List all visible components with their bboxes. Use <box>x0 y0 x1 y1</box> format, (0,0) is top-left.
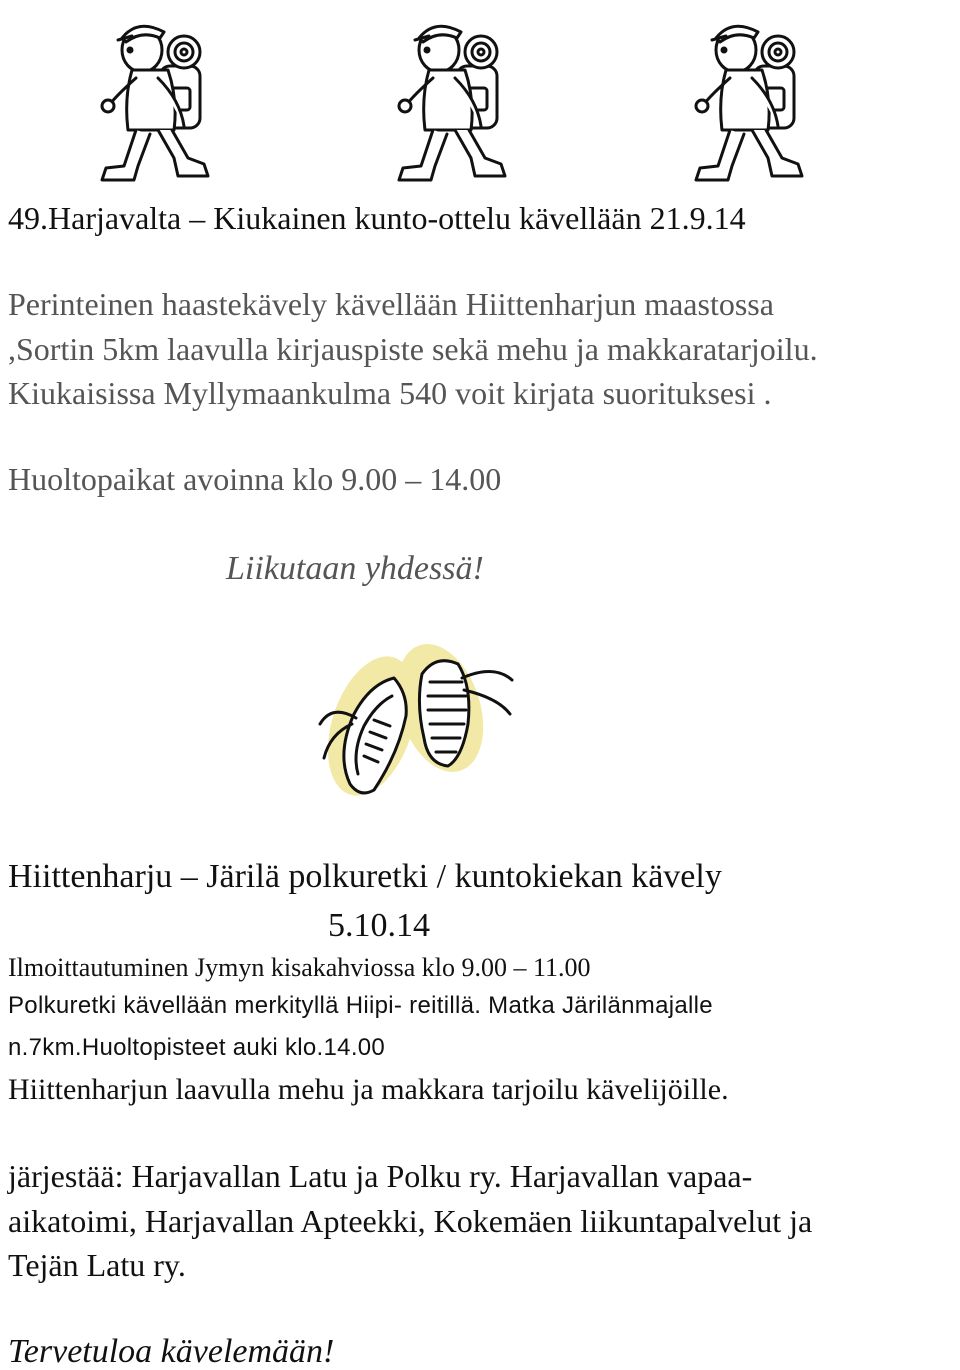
event2-title: Hiittenharju – Järilä polkuretki / kuntokiekan kävely <box>8 858 722 895</box>
route-info-line-2: n.7km.Huoltopisteet auki klo.14.00 <box>8 1034 386 1061</box>
route-info-line-1: Polkuretki kävellään merkityllä Hiipi- reitillä. Matka Järilänmajalle <box>8 992 713 1019</box>
slogan: Liikutaan yhdessä! <box>226 550 484 587</box>
event2-date: 5.10.14 <box>328 907 430 944</box>
organizers-line-1: järjestää: Harjavallan Latu ja Polku ry. Harjavallan vapaa- <box>8 1158 753 1194</box>
intro-line-3: Kiukaisissa Myllymaankulma 540 voit kirjata suorituksesi . <box>8 375 772 411</box>
welcome-text: Tervetuloa kävelemään! <box>8 1333 335 1370</box>
hiker-illustrations <box>0 8 960 193</box>
registration-info: Ilmoittautuminen Jymyn kisakahviossa klo 9.00 – 11.00 <box>8 953 591 982</box>
hiker-illustration-2 <box>385 8 515 193</box>
refreshments-info: Hiittenharjun laavulla mehu ja makkara tarjoilu kävelijöille. <box>8 1073 729 1106</box>
organizers-line-3: Tejän Latu ry. <box>8 1247 186 1283</box>
shoes-illustration <box>312 634 522 804</box>
document-title: 49.Harjavalta – Kiukainen kunto-ottelu kävellään 21.9.14 <box>8 200 746 236</box>
organizers-line-2: aikatoimi, Harjavallan Apteekki, Kokemäen liikuntapalvelut ja <box>8 1203 813 1239</box>
service-hours: Huoltopaikat avoinna klo 9.00 – 14.00 <box>8 461 502 497</box>
hiker-illustration-1 <box>88 8 218 193</box>
intro-line-1: Perinteinen haastekävely kävellään Hiittenharjun maastossa <box>8 286 774 322</box>
intro-line-2: ,Sortin 5km laavulla kirjauspiste sekä mehu ja makkaratarjoilu. <box>8 331 818 367</box>
hiker-illustration-3 <box>682 8 812 193</box>
